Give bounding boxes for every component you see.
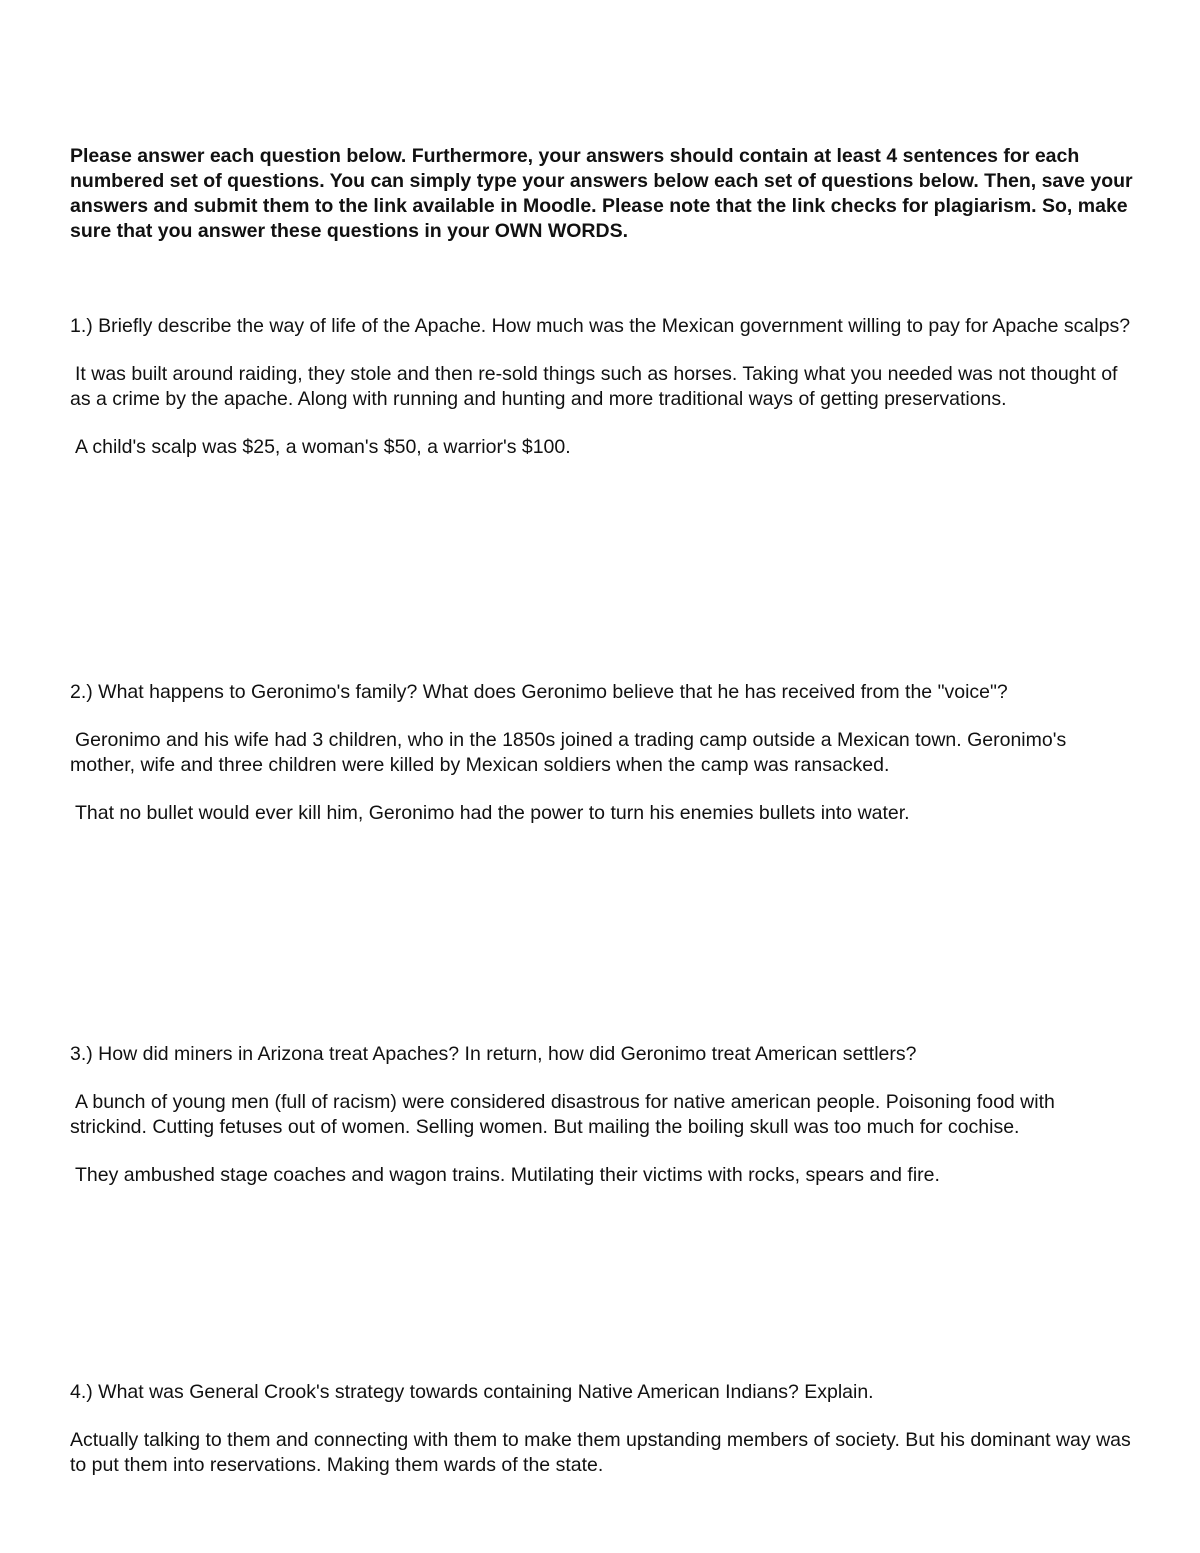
instructions-text: Please answer each question below. Furthermore, your answers should contain at least 4 sentences for each numbered set of questions. You can simply type your answers below each set of questions below. Then, save your answers and submit them to the link available in Moodle. Please note that the link checks for plagiarism. So, make sure that you answer these questions in your OWN WORDS.: [70, 145, 1133, 242]
question-2-text: 2.) What happens to Geronimo's family? What does Geronimo believe that he has received from the "voice"?: [70, 681, 1008, 703]
question-4-text: 4.) What was General Crook's strategy towards containing Native American Indians? Explain.: [70, 1381, 874, 1403]
answer-1a-text: It was built around raiding, they stole and then re-sold things such as horses. Taking what you needed was not thought of as a crime by the apache. Along with running and hunting and more traditional ways of getting preservations.: [70, 363, 1118, 410]
question-1-text: 1.) Briefly describe the way of life of the Apache. How much was the Mexican government willing to pay for Apache scalps?: [70, 315, 1131, 337]
answer-3b-text: They ambushed stage coaches and wagon trains. Mutilating their victims with rocks, spears and fire.: [75, 1164, 940, 1186]
answer-4a-text: Actually talking to them and connecting with them to make them upstanding members of society. But his dominant way was to put them into reservations. Making them wards of the state.: [70, 1429, 1131, 1476]
question-3-text: 3.) How did miners in Arizona treat Apaches? In return, how did Geronimo treat American settlers?: [70, 1043, 917, 1065]
answer-1b-text: A child's scalp was $25, a woman's $50, a warrior's $100.: [75, 436, 571, 458]
question-block-4: [70, 1380, 1135, 1501]
question-block-2: [70, 680, 1135, 849]
answer-2a-text: Geronimo and his wife had 3 children, who in the 1850s joined a trading camp outside a Mexican town. Geronimo's mother, wife and three children were killed by Mexican soldiers when the camp was ransacked.: [70, 729, 1067, 776]
answer-3a-text: A bunch of young men (full of racism) were considered disastrous for native american people. Poisoning food with strickind. Cutting fetuses out of women. Selling women. But mailing the boiling skull was too much for cochise.: [70, 1091, 1055, 1138]
question-block-1: [70, 314, 1135, 483]
question-block-3: [70, 1042, 1135, 1211]
answer-2b-text: That no bullet would ever kill him, Geronimo had the power to turn his enemies bullets into water.: [75, 802, 910, 824]
